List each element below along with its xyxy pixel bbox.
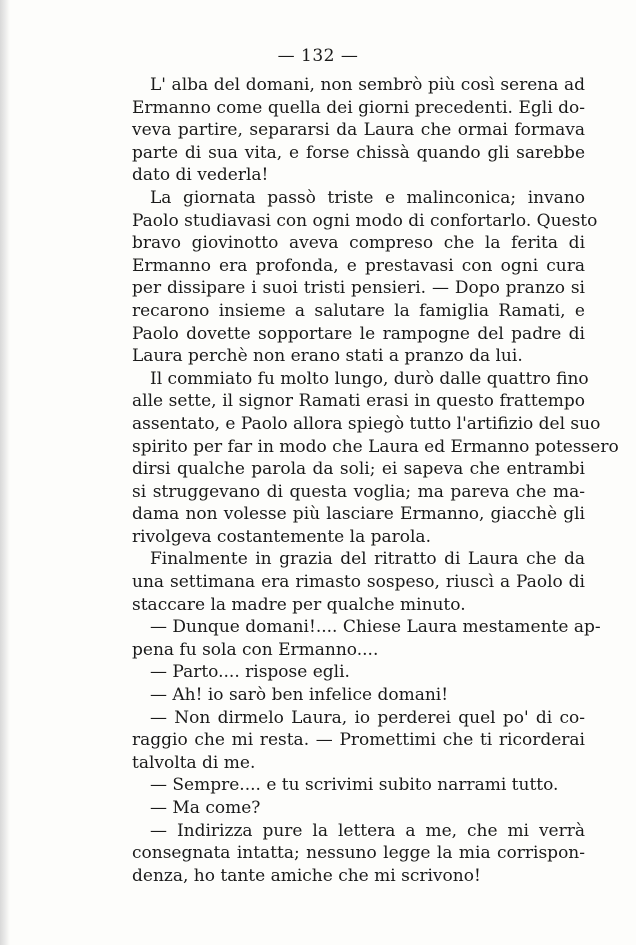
text-line: — Sempre.... e tu scrivimi subito narrami tutto. <box>150 775 559 796</box>
text-line: — Ma come? <box>150 798 261 818</box>
text-line: parte di sua vita, e forse chissà quando gli sarebbe <box>132 142 585 163</box>
text-line: raggio che mi resta. — Promettimi che ti ricorderai <box>132 730 585 751</box>
text-line: consegnata intatta; nessuno legge la mia corrispon- <box>132 843 585 864</box>
text-line: spirito per far in modo che Laura ed Ermanno potessero <box>132 436 619 457</box>
text-line: Il commiato fu molto lungo, durò dalle quattro fino <box>150 368 589 389</box>
text-line: rivolgeva costantemente la parola. <box>132 526 431 547</box>
text-line: Ermanno come quella dei giorni precedenti. Egli do- <box>132 97 585 118</box>
text-line: Finalmente in grazia del ritratto di Laura che da <box>150 549 585 570</box>
text-line: dama non volesse più lasciare Ermanno, giacchè gli <box>132 504 585 525</box>
text-line: staccare la madre per qualche minuto. <box>132 594 466 615</box>
text-line: — Non dirmelo Laura, io perderei quel po' di co- <box>150 707 585 728</box>
text-line: Laura perchè non erano stati a pranzo da lui. <box>132 346 523 367</box>
text-line: si struggevano di questa voglia; ma pareva che ma- <box>132 481 585 502</box>
text-line: — Indirizza pure la lettera a me, che mi verrà <box>150 820 585 841</box>
text-line: denza, ho tante amiche che mi scrivono! <box>132 865 481 886</box>
text-line: Paolo dovette sopportare le rampogne del padre di <box>132 323 585 344</box>
text-line: — Dunque domani!.... Chiese Laura mestamente ap- <box>150 617 601 638</box>
text-line: talvolta di me. <box>132 752 256 773</box>
text-line: bravo giovinotto aveva compreso che la ferita di <box>132 233 585 254</box>
text-line: una settimana era rimasto sospeso, riuscì a Paolo di <box>132 572 585 593</box>
text-line: Paolo studiavasi con ogni modo di confortarlo. Questo <box>132 210 598 231</box>
text-line: — Parto.... rispose egli. <box>150 662 350 683</box>
text-line: L' alba del domani, non sembrò più così serena ad <box>150 75 585 95</box>
text-line: — Ah! io sarò ben infelice domani! <box>150 685 449 706</box>
text-line: dato di vederla! <box>132 165 269 186</box>
text-line: Ermanno era profonda, e prestavasi con ogni cura <box>132 255 585 276</box>
text-line: pena fu sola con Ermanno.... <box>132 639 379 660</box>
body-text <box>132 74 619 887</box>
text-line: recarono insieme a salutare la famiglia Ramati, e <box>132 300 585 321</box>
text-line: per dissipare i suoi tristi pensieri. — Dopo pranzo si <box>132 278 585 299</box>
text-line: alle sette, il signor Ramati erasi in questo frattempo <box>132 391 585 412</box>
text-line: assentato, e Paolo allora spiegò tutto l'artifizio del suo <box>132 413 601 434</box>
text-line: La giornata passò triste e malinconica; invano <box>150 187 585 208</box>
page-gutter-shadow <box>0 0 10 945</box>
text-line: dirsi qualche parola da soli; ei sapeva che entrambi <box>132 459 585 480</box>
text-line: veva partire, separarsi da Laura che ormai formava <box>132 120 585 141</box>
page-number: — 132 — <box>277 46 359 66</box>
